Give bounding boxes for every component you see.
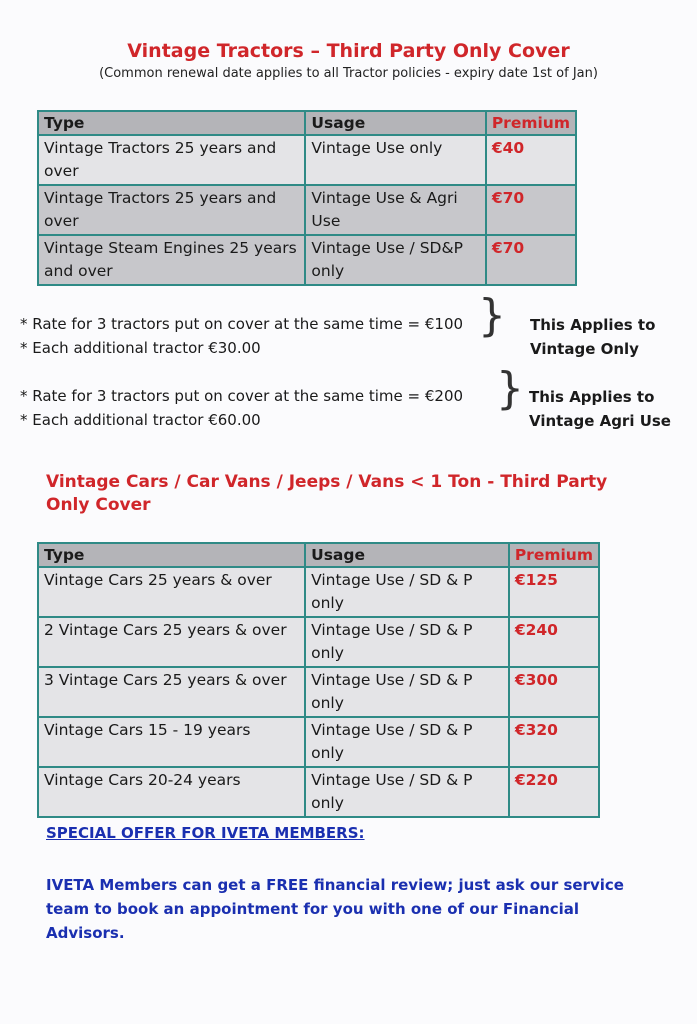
- row-usage: Vintage Use only: [305, 135, 485, 185]
- table-row: [38, 717, 599, 767]
- row-type: 2 Vintage Cars 25 years & over: [38, 617, 305, 667]
- special-offer-heading: SPECIAL OFFER FOR IVETA MEMBERS:: [46, 824, 365, 842]
- row-premium: €240: [509, 617, 599, 667]
- row-type: Vintage Cars 25 years & over: [38, 567, 305, 617]
- row-usage: Vintage Use / SD & P only: [305, 717, 509, 767]
- table-header-row: [38, 111, 576, 135]
- table-row: [38, 235, 576, 285]
- row-type: Vintage Cars 15 - 19 years: [38, 717, 305, 767]
- table-row: [38, 617, 599, 667]
- table-row: [38, 135, 576, 185]
- row-usage: Vintage Use / SD & P only: [305, 567, 509, 617]
- row-premium: €40: [486, 135, 576, 185]
- row-usage: Vintage Use / SD & P only: [305, 767, 509, 817]
- note-rate-three-tractors: * Rate for 3 tractors put on cover at the same time = €200: [20, 387, 464, 405]
- row-usage: Vintage Use / SD & P only: [305, 667, 509, 717]
- table-row: [38, 185, 576, 235]
- column-header-usage: Usage: [305, 543, 509, 567]
- table-header-row: [38, 543, 599, 567]
- row-usage: Vintage Use & Agri Use: [305, 185, 485, 235]
- column-header-usage: Usage: [305, 111, 485, 135]
- applies-label-line2: Vintage Only: [530, 340, 639, 358]
- table-row: [38, 567, 599, 617]
- column-header-type: Type: [38, 543, 305, 567]
- row-usage: Vintage Use / SD & P only: [305, 617, 509, 667]
- brace-icon: }: [478, 290, 506, 341]
- cars-rates-table: [37, 542, 600, 818]
- column-header-premium: Premium: [509, 543, 599, 567]
- tractors-section-title: Vintage Tractors – Third Party Only Cover: [127, 40, 570, 62]
- special-offer-text: IVETA Members can get a FREE financial review; just ask our service team to book an appointment for you with one of our Financial Advisors.: [46, 876, 624, 942]
- row-type: Vintage Tractors 25 years and over: [38, 185, 305, 235]
- applies-label-line1: This Applies to: [529, 388, 655, 406]
- column-header-premium: Premium: [486, 111, 576, 135]
- row-type: 3 Vintage Cars 25 years & over: [38, 667, 305, 717]
- row-premium: €70: [486, 235, 576, 285]
- note-additional-tractor: * Each additional tractor €30.00: [20, 339, 261, 357]
- row-premium: €320: [509, 717, 599, 767]
- row-type: Vintage Steam Engines 25 years and over: [38, 235, 305, 285]
- table-row: [38, 767, 599, 817]
- row-type: Vintage Tractors 25 years and over: [38, 135, 305, 185]
- cars-section-title: Vintage Cars / Car Vans / Jeeps / Vans < 1 Ton - Third Party Only Cover: [46, 472, 608, 515]
- column-header-type: Type: [38, 111, 305, 135]
- row-usage: Vintage Use / SD&P only: [305, 235, 485, 285]
- table-row: [38, 667, 599, 717]
- tractors-rates-table: [37, 110, 577, 286]
- note-rate-three-tractors: * Rate for 3 tractors put on cover at the same time = €100: [20, 315, 464, 333]
- row-premium: €70: [486, 185, 576, 235]
- row-premium: €220: [509, 767, 599, 817]
- applies-label-line2: Vintage Agri Use: [529, 412, 671, 430]
- tractors-section-subtitle: (Common renewal date applies to all Tractor policies - expiry date 1st of Jan): [99, 66, 598, 81]
- applies-label-line1: This Applies to: [530, 316, 656, 334]
- note-additional-tractor: * Each additional tractor €60.00: [20, 411, 261, 429]
- row-type: Vintage Cars 20-24 years: [38, 767, 305, 817]
- brace-icon: }: [496, 363, 524, 414]
- row-premium: €125: [509, 567, 599, 617]
- row-premium: €300: [509, 667, 599, 717]
